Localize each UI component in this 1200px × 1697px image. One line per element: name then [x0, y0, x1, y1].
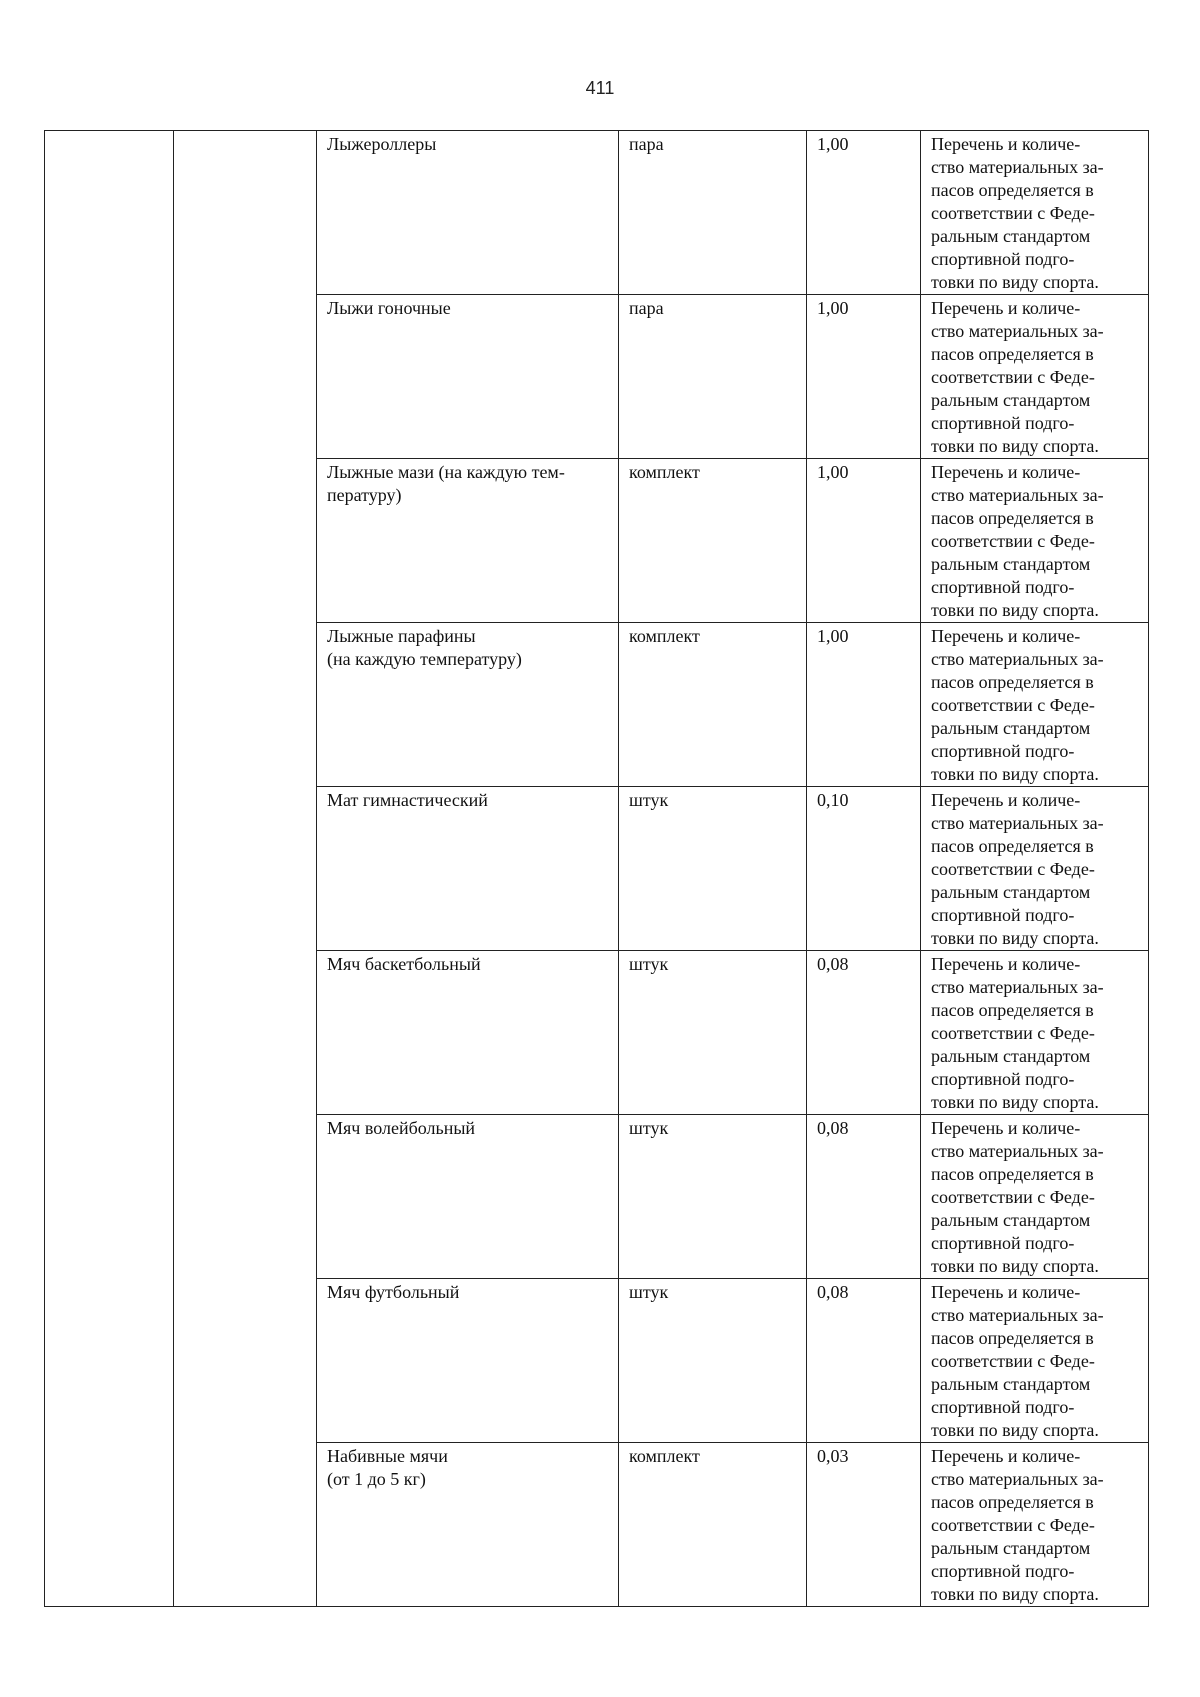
- note-line: Перечень и количе-: [931, 134, 1081, 154]
- unit-text: штук: [629, 790, 669, 810]
- note-line: Перечень и количе-: [931, 298, 1081, 318]
- quantity-cell: [807, 459, 921, 623]
- unit-cell: [619, 459, 807, 623]
- unit-text: комплект: [629, 1446, 700, 1466]
- note-line: товки по виду спорта.: [931, 1256, 1099, 1276]
- quantity-cell: [807, 1443, 921, 1607]
- unit-text: пара: [629, 298, 664, 318]
- item-name-line: Лыжи гоночные: [327, 298, 451, 318]
- note-line: соответствии с Феде-: [931, 859, 1095, 879]
- note-line: спортивной подго-: [931, 1561, 1075, 1581]
- table-row: [45, 1115, 1149, 1279]
- unit-text: комплект: [629, 626, 700, 646]
- table-row: [45, 951, 1149, 1115]
- note-line: ральным стандартом: [931, 226, 1091, 246]
- note-line: спортивной подго-: [931, 249, 1075, 269]
- unit-text: штук: [629, 1118, 669, 1138]
- note-line: ство материальных за-: [931, 1305, 1104, 1325]
- table-body: [45, 131, 1149, 1607]
- note-line: соответствии с Феде-: [931, 1023, 1095, 1043]
- empty-cell-1: [45, 1443, 174, 1607]
- note-line: товки по виду спорта.: [931, 600, 1099, 620]
- item-name-line: Лыжные парафины: [327, 626, 476, 646]
- note-line: ство материальных за-: [931, 485, 1104, 505]
- table-row: [45, 459, 1149, 623]
- table-row: [45, 623, 1149, 787]
- note-line: ральным стандартом: [931, 882, 1091, 902]
- note-line: спортивной подго-: [931, 577, 1075, 597]
- note-line: спортивной подго-: [931, 1397, 1075, 1417]
- note-cell: [921, 459, 1149, 623]
- empty-cell-2: [174, 1279, 317, 1443]
- quantity-text: 0,08: [817, 1282, 849, 1302]
- note-line: пасов определяется в: [931, 1164, 1094, 1184]
- note-cell: [921, 1115, 1149, 1279]
- empty-cell-2: [174, 131, 317, 295]
- note-line: товки по виду спорта.: [931, 272, 1099, 292]
- note-line: товки по виду спорта.: [931, 436, 1099, 456]
- empty-cell-2: [174, 295, 317, 459]
- note-line: товки по виду спорта.: [931, 1584, 1099, 1604]
- item-name-line: Набивные мячи: [327, 1446, 448, 1466]
- table-row: [45, 1279, 1149, 1443]
- note-cell: [921, 951, 1149, 1115]
- note-line: ство материальных за-: [931, 977, 1104, 997]
- note-line: спортивной подго-: [931, 1233, 1075, 1253]
- note-line: ральным стандартом: [931, 1046, 1091, 1066]
- item-name-line: Мяч футбольный: [327, 1282, 460, 1302]
- unit-text: пара: [629, 134, 664, 154]
- table-row: [45, 787, 1149, 951]
- item-name-cell: [317, 787, 619, 951]
- note-line: пасов определяется в: [931, 672, 1094, 692]
- note-line: спортивной подго-: [931, 905, 1075, 925]
- item-name-cell: [317, 295, 619, 459]
- quantity-text: 0,08: [817, 1118, 849, 1138]
- note-line: соответствии с Феде-: [931, 1187, 1095, 1207]
- note-line: соответствии с Феде-: [931, 203, 1095, 223]
- item-name-cell: [317, 623, 619, 787]
- table-row: [45, 131, 1149, 295]
- empty-cell-1: [45, 1115, 174, 1279]
- equipment-table: [44, 130, 1149, 1607]
- note-line: Перечень и количе-: [931, 462, 1081, 482]
- quantity-cell: [807, 787, 921, 951]
- note-line: соответствии с Феде-: [931, 1351, 1095, 1371]
- item-name-line: пературу): [327, 485, 402, 505]
- note-line: ральным стандартом: [931, 1538, 1091, 1558]
- quantity-cell: [807, 951, 921, 1115]
- note-line: Перечень и количе-: [931, 1282, 1081, 1302]
- quantity-text: 1,00: [817, 626, 849, 646]
- note-line: пасов определяется в: [931, 1328, 1094, 1348]
- quantity-text: 0,10: [817, 790, 849, 810]
- item-name-line: Лыжные мази (на каждую тем-: [327, 462, 565, 482]
- table-row: [45, 1443, 1149, 1607]
- empty-cell-2: [174, 787, 317, 951]
- note-line: спортивной подго-: [931, 741, 1075, 761]
- note-line: Перечень и количе-: [931, 954, 1081, 974]
- note-cell: [921, 131, 1149, 295]
- unit-cell: [619, 787, 807, 951]
- empty-cell-1: [45, 623, 174, 787]
- item-name-cell: [317, 1115, 619, 1279]
- unit-cell: [619, 131, 807, 295]
- note-line: ство материальных за-: [931, 157, 1104, 177]
- note-line: ство материальных за-: [931, 1469, 1104, 1489]
- quantity-text: 0,08: [817, 954, 849, 974]
- item-name-line: Мат гимнастический: [327, 790, 488, 810]
- unit-cell: [619, 623, 807, 787]
- item-name-cell: [317, 1279, 619, 1443]
- quantity-text: 1,00: [817, 134, 849, 154]
- note-line: ральным стандартом: [931, 554, 1091, 574]
- unit-cell: [619, 951, 807, 1115]
- unit-text: штук: [629, 954, 669, 974]
- quantity-cell: [807, 295, 921, 459]
- quantity-cell: [807, 1279, 921, 1443]
- item-name-cell: [317, 951, 619, 1115]
- note-line: соответствии с Феде-: [931, 1515, 1095, 1535]
- empty-cell-1: [45, 131, 174, 295]
- note-line: товки по виду спорта.: [931, 764, 1099, 784]
- item-name-cell: [317, 459, 619, 623]
- unit-text: комплект: [629, 462, 700, 482]
- empty-cell-2: [174, 1443, 317, 1607]
- unit-cell: [619, 1115, 807, 1279]
- note-line: Перечень и количе-: [931, 1446, 1081, 1466]
- note-line: ство материальных за-: [931, 1141, 1104, 1161]
- note-line: ральным стандартом: [931, 1210, 1091, 1230]
- note-line: ство материальных за-: [931, 649, 1104, 669]
- note-line: соответствии с Феде-: [931, 367, 1095, 387]
- item-name-line: Мяч волейбольный: [327, 1118, 476, 1138]
- note-line: Перечень и количе-: [931, 1118, 1081, 1138]
- table-row: [45, 295, 1149, 459]
- note-line: пасов определяется в: [931, 180, 1094, 200]
- empty-cell-1: [45, 787, 174, 951]
- note-line: пасов определяется в: [931, 1000, 1094, 1020]
- note-line: Перечень и количе-: [931, 626, 1081, 646]
- note-line: товки по виду спорта.: [931, 928, 1099, 948]
- item-name-cell: [317, 1443, 619, 1607]
- note-line: пасов определяется в: [931, 344, 1094, 364]
- unit-cell: [619, 1279, 807, 1443]
- note-line: спортивной подго-: [931, 413, 1075, 433]
- item-name-line: (на каждую температуру): [327, 649, 522, 669]
- empty-cell-1: [45, 1279, 174, 1443]
- note-line: товки по виду спорта.: [931, 1092, 1099, 1112]
- item-name-cell: [317, 131, 619, 295]
- note-line: пасов определяется в: [931, 508, 1094, 528]
- item-name-line: (от 1 до 5 кг): [327, 1469, 426, 1489]
- empty-cell-2: [174, 1115, 317, 1279]
- empty-cell-2: [174, 623, 317, 787]
- empty-cell-1: [45, 951, 174, 1115]
- note-cell: [921, 1443, 1149, 1607]
- note-line: ральным стандартом: [931, 718, 1091, 738]
- quantity-text: 0,03: [817, 1446, 849, 1466]
- note-line: ство материальных за-: [931, 813, 1104, 833]
- quantity-cell: [807, 1115, 921, 1279]
- quantity-text: 1,00: [817, 298, 849, 318]
- unit-cell: [619, 1443, 807, 1607]
- item-name-line: Мяч баскетбольный: [327, 954, 481, 974]
- quantity-text: 1,00: [817, 462, 849, 482]
- unit-cell: [619, 295, 807, 459]
- note-line: пасов определяется в: [931, 1492, 1094, 1512]
- note-cell: [921, 623, 1149, 787]
- note-line: ство материальных за-: [931, 321, 1104, 341]
- note-line: ральным стандартом: [931, 1374, 1091, 1394]
- page-number: 411: [585, 78, 615, 98]
- empty-cell-1: [45, 295, 174, 459]
- note-line: Перечень и количе-: [931, 790, 1081, 810]
- unit-text: штук: [629, 1282, 669, 1302]
- quantity-cell: [807, 131, 921, 295]
- item-name-line: Лыжероллеры: [327, 134, 437, 154]
- note-line: соответствии с Феде-: [931, 695, 1095, 715]
- empty-cell-1: [45, 459, 174, 623]
- empty-cell-2: [174, 951, 317, 1115]
- note-line: пасов определяется в: [931, 836, 1094, 856]
- quantity-cell: [807, 623, 921, 787]
- note-cell: [921, 1279, 1149, 1443]
- note-cell: [921, 295, 1149, 459]
- note-cell: [921, 787, 1149, 951]
- empty-cell-2: [174, 459, 317, 623]
- note-line: спортивной подго-: [931, 1069, 1075, 1089]
- note-line: соответствии с Феде-: [931, 531, 1095, 551]
- note-line: товки по виду спорта.: [931, 1420, 1099, 1440]
- note-line: ральным стандартом: [931, 390, 1091, 410]
